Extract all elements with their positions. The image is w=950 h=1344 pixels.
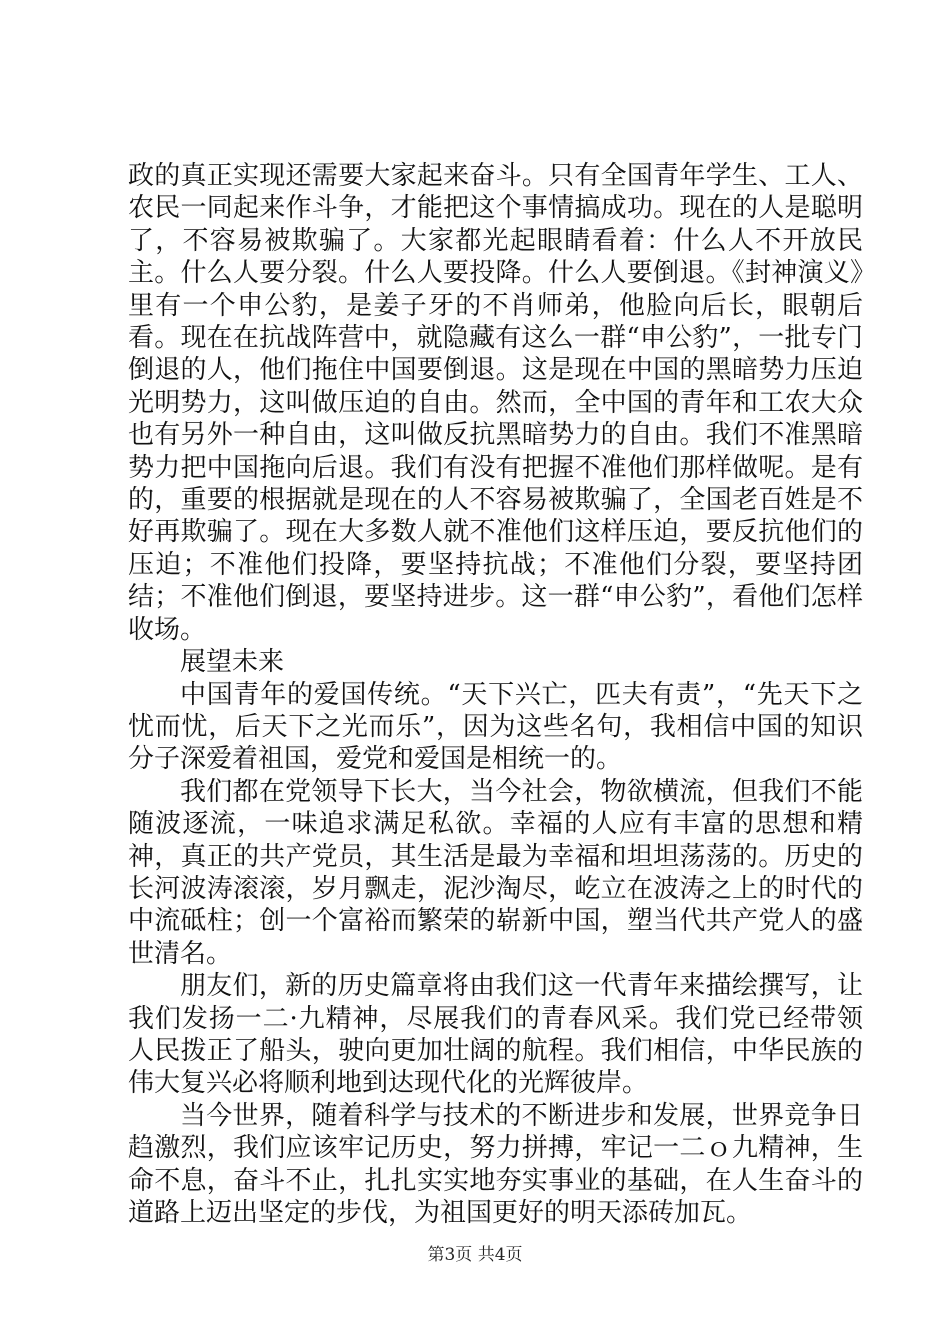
document-body: [128, 160, 863, 1229]
paragraph-4: 朋友们，新的历史篇章将由我们这一代青年来描绘撰写，让我们发扬一二·九精神，尽展我们的青春风采。我们党已经带领人民拨正了船头，驶向更加壮阔的航程。我们相信，中华民族的伟大复兴必将顺利地到达现代化的光辉彼岸。: [128, 971, 863, 1099]
section-heading-outlook: 展望未来: [180, 647, 285, 678]
paragraph-2: 中国青年的爱国传统。“天下兴亡，匹夫有责”，“先天下之忧而忧，后天下之光而乐”，因为这些名句，我相信中国的知识分子深爱着祖国，爱党和爱国是相统一的。: [128, 679, 863, 775]
paragraph-5: 当今世界，随着科学与技术的不断进步和发展，世界竞争日趋激烈，我们应该牢记历史，努力拼搏，牢记一二ｏ九精神，生命不息，奋斗不止，扎扎实实地夯实事业的基础，在人生奋斗的道路上迈出坚定的步伐，为祖国更好的明天添砖加瓦。: [128, 1100, 863, 1228]
page-number-footer: 第3页 共4页: [427, 1245, 523, 1265]
paragraph-1: 政的真正实现还需要大家起来奋斗。只有全国青年学生、工人、农民一同起来作斗争，才能把这个事情搞成功。现在的人是聪明了，不容易被欺骗了。大家都光起眼睛看着：什么人不开放民主。什么人要分裂。什么人要投降。什么人要倒退。《封神演义》里有一个申公豹，是姜子牙的不肖师弟，他脸向后长，眼朝后看。现在在抗战阵营中，就隐藏有这么一群“申公豹”，一批专门倒退的人，他们拖住中国要倒退。这是现在中国的黑暗势力压迫光明势力，这叫做压迫的自由。然而，全中国的青年和工农大众也有另外一种自由，这叫做反抗黑暗势力的自由。我们不准黑暗势力把中国拖向后退。我们有没有把握不准他们那样做呢。是有的，重要的根据就是现在的人不容易被欺骗了，全国老百姓是不好再欺骗了。现在大多数人就不准他们这样压迫，要反抗他们的压迫；不准他们投降，要坚持抗战；不准他们分裂，要坚持团结；不准他们倒退，要坚持进步。这一群“申公豹”，看他们怎样收场。: [128, 161, 863, 645]
paragraph-3: 我们都在党领导下长大，当今社会，物欲横流，但我们不能随波逐流，一味追求满足私欲。幸福的人应有丰富的思想和精神，真正的共产党员，其生活是最为幸福和坦坦荡荡的。历史的长河波涛滚滚，岁月飘走，泥沙淘尽，屹立在波涛之上的时代的中流砥柱；创一个富裕而繁荣的崭新中国，塑当代共产党人的盛世清名。: [128, 776, 863, 969]
